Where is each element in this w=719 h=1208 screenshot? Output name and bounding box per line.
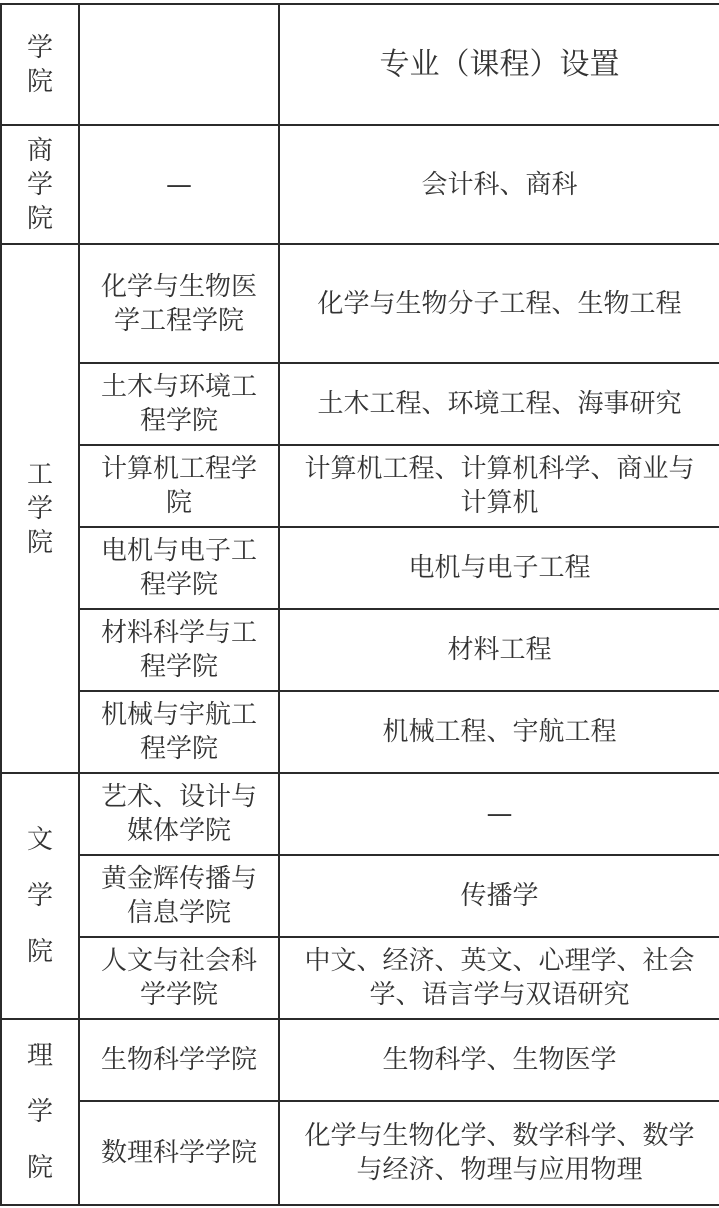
school-cell: 材料科学与工程学院 xyxy=(79,609,279,691)
table-row xyxy=(1,691,719,773)
table-row xyxy=(1,609,719,691)
table-row xyxy=(1,937,719,1019)
school-cell: 化学与生物医学工程学院 xyxy=(79,244,279,363)
majors-cell: 机械工程、宇航工程 xyxy=(279,691,719,773)
majors-cell: 计算机工程、计算机科学、商业与计算机 xyxy=(279,445,719,527)
header-school-cell xyxy=(79,4,279,125)
majors-cell: 生物科学、生物医学 xyxy=(279,1019,719,1101)
school-cell: 生物科学学院 xyxy=(79,1019,279,1101)
table-row xyxy=(1,125,719,244)
school-cell: 艺术、设计与媒体学院 xyxy=(79,773,279,855)
school-cell: 计算机工程学院 xyxy=(79,445,279,527)
table-row xyxy=(1,1101,719,1205)
table-row xyxy=(1,855,719,937)
college-name: 商学院 xyxy=(27,135,54,234)
majors-cell: 化学与生物分子工程、生物工程 xyxy=(279,244,719,363)
header-majors: 专业（课程）设置 xyxy=(279,4,719,125)
college-name: 文学院 xyxy=(27,825,54,967)
school-cell: 机械与宇航工程学院 xyxy=(79,691,279,773)
school-cell: 数理科学学院 xyxy=(79,1101,279,1205)
school-cell: 黄金辉传播与信息学院 xyxy=(79,855,279,937)
school-cell: 土木与环境工程学院 xyxy=(79,363,279,445)
college-cell xyxy=(1,125,79,244)
majors-cell: 材料工程 xyxy=(279,609,719,691)
majors-cell: 电机与电子工程 xyxy=(279,527,719,609)
college-name: 理学院 xyxy=(27,1041,54,1183)
majors-cell: — xyxy=(279,773,719,855)
majors-cell: 会计科、商科 xyxy=(279,125,719,244)
majors-cell: 化学与生物化学、数学科学、数学与经济、物理与应用物理 xyxy=(279,1101,719,1205)
table-row xyxy=(1,363,719,445)
header-row xyxy=(1,4,719,125)
table-row xyxy=(1,1019,719,1101)
table-row xyxy=(1,527,719,609)
table-row xyxy=(1,244,719,363)
majors-cell: 中文、经济、英文、心理学、社会学、语言学与双语研究 xyxy=(279,937,719,1019)
majors-cell: 传播学 xyxy=(279,855,719,937)
college-cell xyxy=(1,1019,79,1205)
header-college: 学院 xyxy=(27,32,54,97)
table-row xyxy=(1,445,719,527)
majors-cell: 土木工程、环境工程、海事研究 xyxy=(279,363,719,445)
header-college-cell xyxy=(1,4,79,125)
college-cell xyxy=(1,244,79,773)
school-cell: 人文与社会科学学院 xyxy=(79,937,279,1019)
table-row xyxy=(1,773,719,855)
school-cell: 电机与电子工程学院 xyxy=(79,527,279,609)
school-cell: — xyxy=(79,125,279,244)
college-cell xyxy=(1,773,79,1019)
college-name: 工学院 xyxy=(27,459,54,558)
college-majors-table xyxy=(0,3,719,1206)
